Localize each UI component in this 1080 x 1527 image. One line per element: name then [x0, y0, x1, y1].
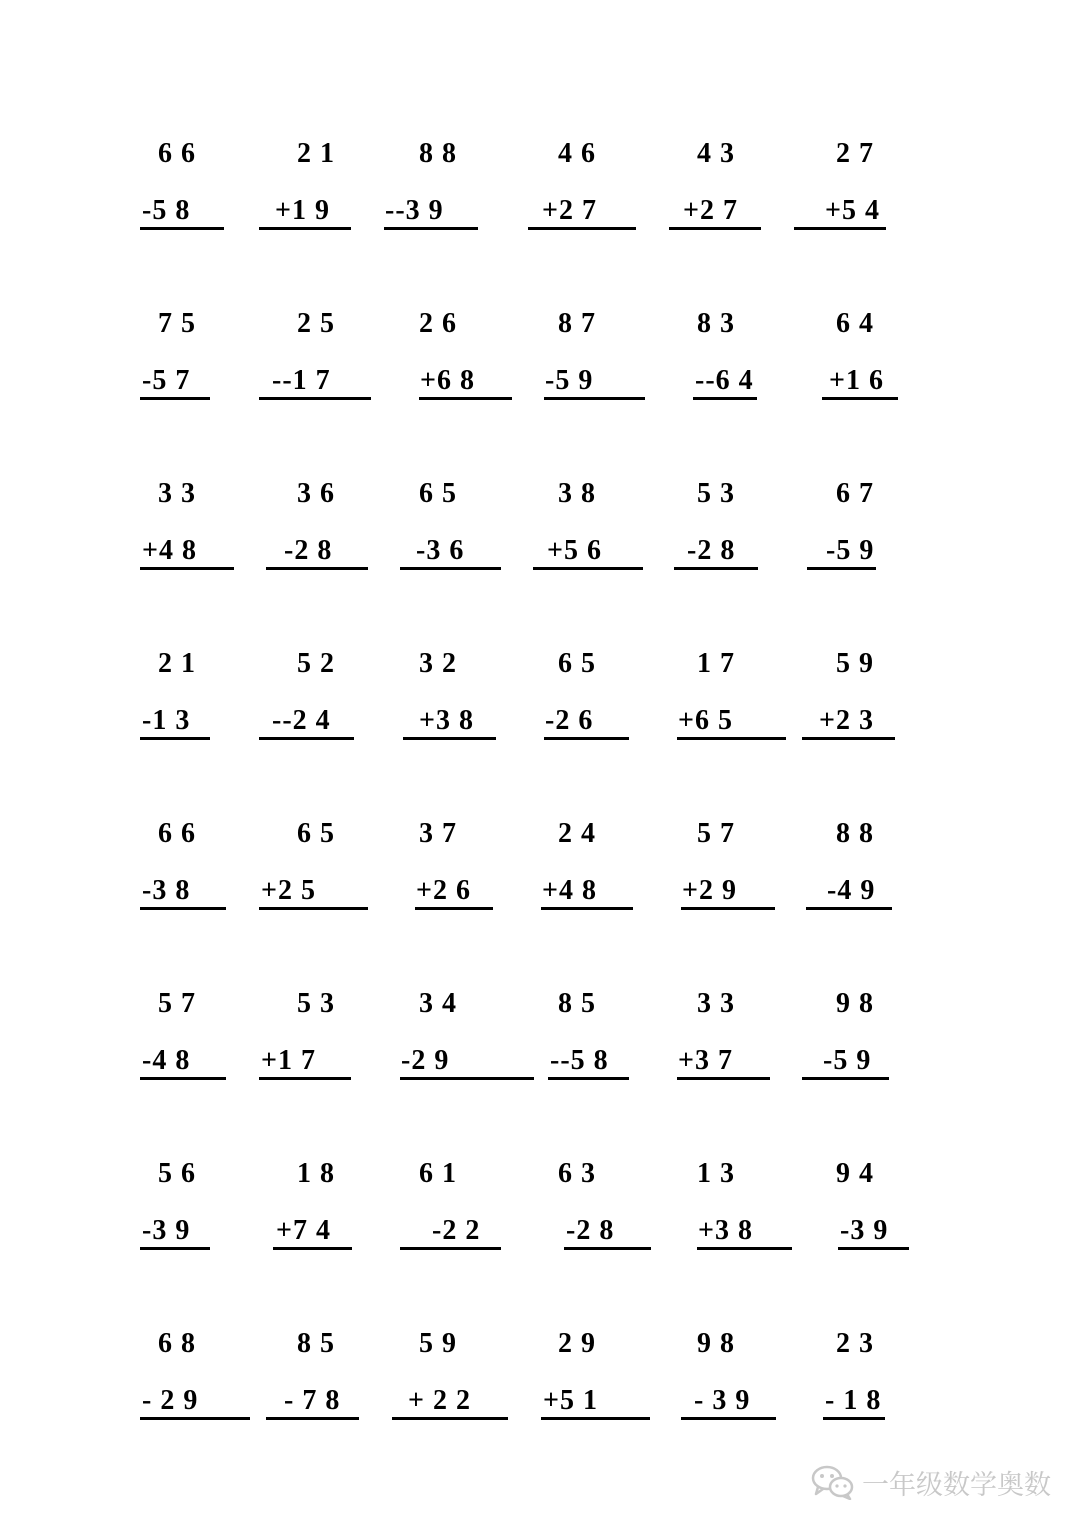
top-number: 6 5	[297, 818, 335, 849]
bottom-number: +5 4	[825, 195, 880, 226]
top-number: 9 8	[836, 988, 874, 1019]
top-number: 4 3	[697, 138, 735, 169]
bottom-number: -5 9	[826, 535, 875, 566]
top-number: 2 1	[297, 138, 335, 169]
answer-line	[140, 1247, 210, 1250]
top-number: 5 3	[697, 478, 735, 509]
top-number: 2 4	[558, 818, 596, 849]
answer-line	[140, 737, 210, 740]
bottom-number: -5 8	[142, 195, 191, 226]
top-number: 6 7	[836, 478, 874, 509]
answer-line	[392, 1417, 508, 1420]
answer-line	[140, 907, 226, 910]
answer-line	[823, 1417, 885, 1420]
answer-line	[669, 227, 761, 230]
top-number: 7 5	[158, 308, 196, 339]
answer-line	[528, 227, 636, 230]
top-number: 9 8	[697, 1328, 735, 1359]
bottom-number: -3 9	[840, 1215, 889, 1246]
top-number: 6 6	[158, 818, 196, 849]
bottom-number: +2 5	[261, 875, 316, 906]
answer-line	[564, 1247, 651, 1250]
bottom-number: -2 9	[401, 1045, 450, 1076]
answer-line	[544, 737, 629, 740]
answer-line	[802, 1077, 889, 1080]
answer-line	[273, 1247, 352, 1250]
answer-line	[822, 397, 898, 400]
bottom-number: -3 8	[142, 875, 191, 906]
bottom-number: + 2 2	[408, 1385, 471, 1416]
answer-line	[400, 1247, 501, 1250]
bottom-number: -4 8	[142, 1045, 191, 1076]
top-number: 2 5	[297, 308, 335, 339]
answer-line	[266, 1417, 359, 1420]
wechat-icon	[810, 1464, 854, 1500]
top-number: 9 4	[836, 1158, 874, 1189]
bottom-number: - 1 8	[825, 1385, 882, 1416]
answer-line	[259, 227, 351, 230]
answer-line	[697, 1247, 792, 1250]
bottom-number: -5 9	[823, 1045, 872, 1076]
top-number: 6 1	[419, 1158, 457, 1189]
answer-line	[544, 397, 645, 400]
answer-line	[533, 567, 643, 570]
bottom-number: -5 9	[545, 365, 594, 396]
top-number: 3 7	[419, 818, 457, 849]
top-number: 6 3	[558, 1158, 596, 1189]
top-number: 3 3	[697, 988, 735, 1019]
bottom-number: +7 4	[276, 1215, 331, 1246]
bottom-number: +1 6	[829, 365, 884, 396]
top-number: 6 5	[419, 478, 457, 509]
top-number: 3 6	[297, 478, 335, 509]
bottom-number: +3 7	[678, 1045, 733, 1076]
bottom-number: +1 7	[261, 1045, 316, 1076]
answer-line	[802, 737, 895, 740]
answer-line	[140, 1077, 226, 1080]
bottom-number: --6 4	[695, 365, 754, 396]
top-number: 3 4	[419, 988, 457, 1019]
bottom-number: --5 8	[550, 1045, 609, 1076]
top-number: 8 5	[297, 1328, 335, 1359]
answer-line	[266, 567, 368, 570]
bottom-number: -5 7	[142, 365, 191, 396]
top-number: 1 3	[697, 1158, 735, 1189]
bottom-number: +4 8	[542, 875, 597, 906]
answer-line	[140, 227, 224, 230]
bottom-number: -2 8	[284, 535, 333, 566]
bottom-number: --3 9	[385, 195, 444, 226]
bottom-number: -2 8	[566, 1215, 615, 1246]
answer-line	[681, 1417, 776, 1420]
answer-line	[419, 397, 512, 400]
answer-line	[693, 397, 757, 400]
answer-line	[548, 1077, 629, 1080]
top-number: 2 6	[419, 308, 457, 339]
bottom-number: +5 6	[547, 535, 602, 566]
top-number: 3 2	[419, 648, 457, 679]
top-number: 1 7	[697, 648, 735, 679]
top-number: 5 3	[297, 988, 335, 1019]
bottom-number: -1 3	[142, 705, 191, 736]
top-number: 8 3	[697, 308, 735, 339]
bottom-number: -4 9	[827, 875, 876, 906]
top-number: 8 7	[558, 308, 596, 339]
top-number: 8 8	[419, 138, 457, 169]
top-number: 5 2	[297, 648, 335, 679]
top-number: 5 9	[419, 1328, 457, 1359]
top-number: 2 1	[158, 648, 196, 679]
bottom-number: -3 6	[416, 535, 465, 566]
bottom-number: +2 7	[542, 195, 597, 226]
answer-line	[400, 1077, 534, 1080]
top-number: 6 6	[158, 138, 196, 169]
answer-line	[140, 1417, 250, 1420]
bottom-number: --2 4	[272, 705, 331, 736]
answer-line	[674, 567, 758, 570]
top-number: 5 7	[158, 988, 196, 1019]
bottom-number: - 2 9	[142, 1385, 199, 1416]
bottom-number: +3 8	[698, 1215, 753, 1246]
answer-line	[677, 1077, 770, 1080]
top-number: 1 8	[297, 1158, 335, 1189]
watermark-text: 一年级数学奥数	[862, 1469, 1051, 1501]
top-number: 4 6	[558, 138, 596, 169]
top-number: 6 5	[558, 648, 596, 679]
bottom-number: +3 8	[419, 705, 474, 736]
answer-line	[384, 227, 478, 230]
bottom-number: +6 8	[420, 365, 475, 396]
answer-line	[259, 907, 368, 910]
answer-line	[259, 397, 371, 400]
answer-line	[415, 907, 493, 910]
top-number: 5 9	[836, 648, 874, 679]
bottom-number: +1 9	[275, 195, 330, 226]
top-number: 8 8	[836, 818, 874, 849]
bottom-number: +6 5	[678, 705, 733, 736]
top-number: 5 7	[697, 818, 735, 849]
bottom-number: +5 1	[543, 1385, 598, 1416]
bottom-number: --1 7	[272, 365, 331, 396]
bottom-number: +2 6	[416, 875, 471, 906]
bottom-number: -2 2	[432, 1215, 481, 1246]
answer-line	[681, 907, 775, 910]
answer-line	[677, 737, 786, 740]
top-number: 6 8	[158, 1328, 196, 1359]
top-number: 2 3	[836, 1328, 874, 1359]
bottom-number: +2 9	[682, 875, 737, 906]
answer-line	[806, 907, 892, 910]
answer-line	[807, 567, 876, 570]
answer-line	[541, 1417, 650, 1420]
top-number: 3 3	[158, 478, 196, 509]
bottom-number: -2 6	[545, 705, 594, 736]
top-number: 5 6	[158, 1158, 196, 1189]
bottom-number: - 3 9	[694, 1385, 751, 1416]
answer-line	[259, 1077, 351, 1080]
top-number: 2 9	[558, 1328, 596, 1359]
bottom-number: +4 8	[142, 535, 197, 566]
answer-line	[403, 737, 496, 740]
top-number: 3 8	[558, 478, 596, 509]
answer-line	[400, 567, 501, 570]
bottom-number: -3 9	[142, 1215, 191, 1246]
answer-line	[838, 1247, 909, 1250]
bottom-number: - 7 8	[284, 1385, 341, 1416]
bottom-number: +2 3	[819, 705, 874, 736]
bottom-number: -2 8	[687, 535, 736, 566]
answer-line	[140, 397, 210, 400]
bottom-number: +2 7	[683, 195, 738, 226]
answer-line	[140, 567, 234, 570]
watermark	[810, 1462, 1051, 1502]
top-number: 2 7	[836, 138, 874, 169]
answer-line	[259, 737, 354, 740]
answer-line	[541, 907, 633, 910]
top-number: 6 4	[836, 308, 874, 339]
top-number: 8 5	[558, 988, 596, 1019]
answer-line	[794, 227, 886, 230]
